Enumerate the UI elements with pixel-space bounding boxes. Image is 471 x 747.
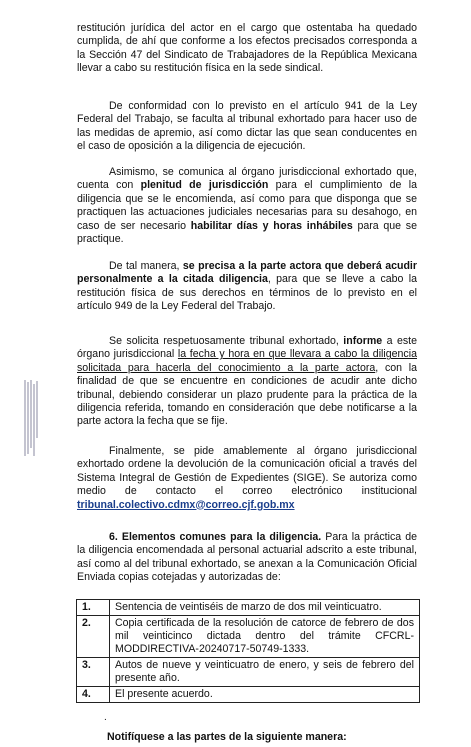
row-number: 2. bbox=[77, 616, 110, 658]
row-text: Sentencia de veintiséis de marzo de dos mil veinticuatro. bbox=[110, 600, 420, 616]
paragraph-text: para el cumplimiento de la diligencia que se le encomienda, así como para que disponga que se practiquen las actuaciones judiciales necesarias para su desahogo, en caso de ser necesario bbox=[77, 179, 417, 232]
stray-dot: . bbox=[104, 712, 107, 723]
paragraph-text: De conformidad con lo previsto en el artículo 941 de la Ley Federal del Trabajo, se faculta al tribunal exhortado para hacer uso de las medidas de apremio, así como dictar las que sean conducentes en el caso de oposición a la diligencia de ejecución. bbox=[77, 100, 417, 153]
row-number: 1. bbox=[77, 600, 110, 616]
bold-text: habilitar días y horas inhábiles bbox=[190, 219, 353, 232]
row-number: 4. bbox=[77, 687, 110, 703]
paragraph-elementos-comunes bbox=[77, 531, 417, 585]
email-link[interactable]: tribunal.colectivo.cdmx@correo.cjf.gob.mx bbox=[77, 498, 295, 511]
paragraph-text: para que se practique. bbox=[77, 219, 417, 246]
bold-text: 6. Elementos comunes para la diligencia. bbox=[109, 531, 322, 543]
paragraph-parte-actora bbox=[77, 260, 417, 314]
paragraph-devolucion bbox=[77, 445, 417, 512]
paragraph-text: restitución jurídica del actor en el cargo que ostentaba ha quedado cumplida, de ahí que conforme a los efectos precisados corresponda a la Sección 47 del Sindicato de Trabajadores de la República Mexicana llevar a cabo su restitución física en la sede sindical. bbox=[77, 22, 417, 75]
paragraph-text: Asimismo, se comunica al órgano jurisdiccional exhortado que, cuenta con bbox=[77, 166, 417, 192]
row-text: Autos de nueve y veinticuatro de enero, y seis de febrero del presente año. bbox=[110, 658, 420, 687]
paragraph-plenitud-jurisdiccion bbox=[77, 166, 417, 246]
documents-table bbox=[76, 599, 420, 703]
paragraph-text: , con la finalidad de que se encuentre en condiciones de acudir ante dicho tribunal, debiendo considerar un plazo prudente para la práctica de la diligencia referida, tomando en consideración que debe notificarse a la parte actora la fecha que se fije. bbox=[77, 361, 417, 428]
table-row bbox=[77, 600, 420, 616]
bold-text: se precisa a la parte actora que deberá acudir personalmente a la citada diligencia bbox=[77, 260, 417, 286]
paragraph-text: Finalmente, se pide amablemente al órgano jurisdiccional exhortado ordene la devolución de la comunicación oficial a través del Sistema Integral de Gestión de Expedientes (SIGE). Se autoriza como medio de contacto el correo electrónico institucional bbox=[77, 445, 417, 498]
paragraph-restitucion bbox=[77, 22, 417, 76]
paragraph-text: Se solicita respetuosamente tribunal exhortado, bbox=[109, 335, 344, 347]
table-row bbox=[77, 658, 420, 687]
row-text: El presente acuerdo. bbox=[110, 687, 420, 703]
row-number: 3. bbox=[77, 658, 110, 687]
paragraph-informe bbox=[77, 335, 417, 429]
side-stamp-signature bbox=[22, 378, 44, 458]
paragraph-text: , para que se lleve a cabo la restitución física de sus derechos en términos de lo previsto en el artículo 949 de la Ley Federal del Trabajo. bbox=[77, 273, 417, 313]
paragraph-text: a este órgano jurisdiccional bbox=[77, 335, 417, 361]
row-text: Copia certificada de la resolución de catorce de febrero de dos mil veinticinco dictada dentro del trámite CFCRL-MODDIRECTIVA-20240717-50749-1333. bbox=[110, 616, 420, 658]
paragraph-text: Para la práctica de la diligencia encomendada al personal actuarial adscrito a este tribunal, así como al del tribunal exhortado, se anexan a la Comunicación Oficial Enviada copias cotejadas y autorizadas de: bbox=[77, 531, 417, 584]
bold-text: plenitud de jurisdicción bbox=[140, 179, 269, 192]
paragraph-text: De tal manera, bbox=[109, 260, 183, 272]
bold-text: informe bbox=[343, 335, 383, 347]
table-row bbox=[77, 616, 420, 658]
underlined-text: la fecha y hora en que llevara a cabo la diligencia solicitada para hacerla del conocimiento a la parte actora bbox=[77, 348, 417, 374]
table-row bbox=[77, 687, 420, 703]
paragraph-articulo-941 bbox=[77, 100, 417, 154]
notify-heading: Notifíquese a las partes de la siguiente manera: bbox=[107, 731, 347, 743]
